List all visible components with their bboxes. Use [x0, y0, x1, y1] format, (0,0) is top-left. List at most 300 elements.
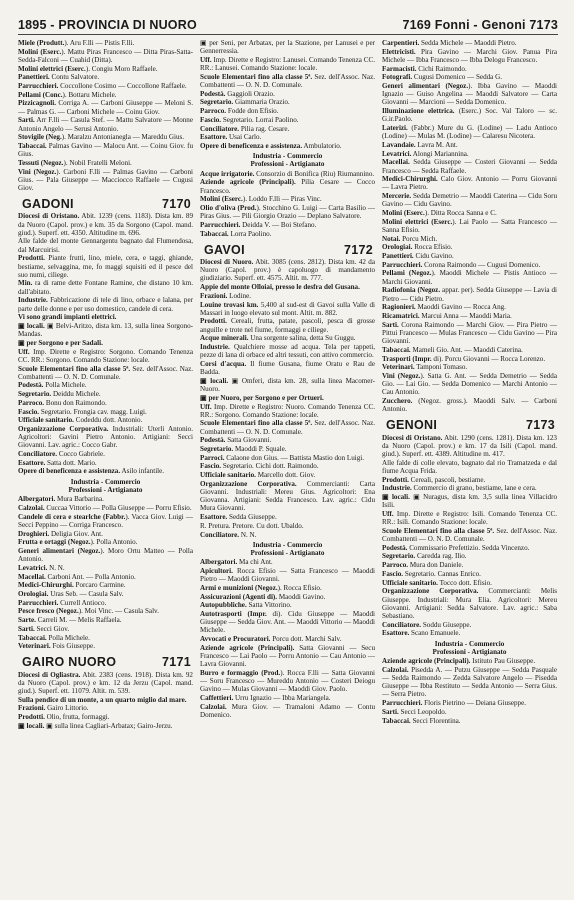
entry-category: Conciliatore. — [382, 620, 422, 629]
directory-entry — [200, 98, 375, 106]
entry-category: Medici-Chirurghi. — [18, 581, 74, 590]
entry-category: Molini (Eserc. — [18, 47, 62, 56]
entry-text: Sez. dell'Assoc. Naz. Combattenti — O. N. D. Comunale. — [382, 526, 557, 544]
entry-category: Diocesi di Nuoro. — [200, 258, 254, 267]
entry-text: Segretario. Cannas Enrico. — [403, 569, 481, 578]
entry-text: ). Maralzu Antonianegla — Mareddu Gius. — [61, 133, 185, 142]
directory-entry — [382, 107, 557, 123]
entry-text: Ambulatorio. — [302, 141, 342, 150]
directory-entry — [18, 564, 193, 572]
entry-category: Medici-Chirurghi. — [382, 175, 438, 184]
entry-text: di). Cidu Giuseppe — Maoddi Giuseppe — Sedda Giov. Ant. — Maoddi Vittorio — Maoddi Michele. — [200, 610, 375, 635]
directory-entry — [382, 303, 557, 311]
entry-text: Segretario. Frongia cav. magg. Luigi. — [39, 407, 147, 416]
entry-category: Acque irrigatorie. — [200, 169, 255, 178]
entry-category: Corsi d'acqua. — [200, 360, 247, 368]
entry-category: Burro e formaggio (Prod. — [200, 669, 281, 677]
entry-text: Sedda Demetrio — Maoddi Caterina — Cidu Soru Gavino — Cidu Gavino. — [382, 192, 557, 209]
directory-entry — [18, 91, 193, 99]
entry-category: Opere di beneficenza e assistenza. — [18, 467, 121, 476]
entry-category: Farmacisti. — [382, 64, 417, 73]
entry-text: Codeddu dott. Antonio. — [73, 416, 143, 425]
entry-category: Pellami (Conc. — [18, 90, 63, 99]
entry-category: ▣ locali. — [18, 721, 45, 730]
directory-entry — [18, 73, 193, 81]
directory-entry — [18, 212, 193, 237]
entry-category: Frazioni. — [200, 291, 228, 300]
directory-entry — [18, 116, 193, 132]
town-heading-gavoi — [204, 242, 373, 257]
directory-entry — [382, 493, 557, 509]
directory-entry — [18, 590, 193, 598]
directory-entry — [18, 348, 193, 364]
entry-text: Una sorgente salina, detta Su Guggu. — [248, 334, 356, 343]
entry-text: ▣ Nuragus, dista km. 3,5 sulla linea Villacidro Isili. — [382, 493, 557, 510]
entry-category: Conciliatore. — [200, 124, 240, 133]
entry-category: Parroco. — [200, 107, 227, 116]
entry-text: Lodine. — [227, 291, 252, 300]
entry-category: Ricamatrici. — [382, 312, 420, 320]
directory-entry — [382, 527, 557, 543]
directory-entry — [382, 124, 557, 140]
entry-text: appar. per). Sedda Giuseppe — Lavia di Pietro — Cidu Pietro. — [382, 286, 557, 303]
entry-category: Esattore. — [18, 458, 46, 467]
entry-category: Podestà. — [200, 436, 226, 445]
directory-entry — [200, 419, 375, 435]
entry-text: Deligia Giov. Ant. — [49, 529, 103, 538]
directory-entry — [18, 339, 193, 347]
town-number: 7171 — [161, 655, 191, 670]
directory-entry — [382, 708, 557, 716]
entry-text: ). Ibba Gavino — Maoddi Ignazio — Guiso Angelina — Maoddi Salvatore — Carta Giovanni — Marcioni — Sedda Domenico. — [382, 82, 557, 107]
entry-text: Il fiume Gusana, fiume Oratu e Rau de Badda. — [200, 360, 375, 377]
directory-entry — [382, 235, 557, 243]
directory-entry — [18, 616, 193, 624]
entry-category: Tabaccai. — [18, 141, 47, 150]
directory-entry — [382, 39, 557, 47]
town-heading-genoni — [386, 418, 555, 433]
entry-category: Aziende agricole (Principali). — [200, 643, 295, 652]
directory-entry — [18, 513, 193, 529]
entry-text: Maoddi Gavino — Rocca Ang. — [415, 303, 506, 312]
directory-entry — [18, 142, 193, 158]
entry-category: Pellami (Negoz. — [382, 269, 432, 278]
entry-category: Molini elettrici (Eserc. — [18, 64, 86, 73]
directory-entry — [18, 530, 193, 538]
directory-entry — [200, 601, 375, 609]
entry-category: Molini elettrici (Eserc. — [382, 217, 453, 226]
entry-text: Rocca Efisio. — [412, 243, 453, 252]
directory-entry — [382, 346, 557, 354]
entry-category: Tessuti (Negoz. — [18, 158, 64, 167]
entry-text: Corona Raimondo — Marchi Giov. — Pira Pietro — Pittui Francesco — Mulas Francesco — Cidu Gavino — Pira Giovanni. — [382, 320, 557, 346]
entry-category: Pizzicagnoli. — [18, 99, 57, 108]
directory-entry — [382, 621, 557, 629]
directory-entry — [382, 629, 557, 637]
directory-entry — [200, 567, 375, 583]
entry-category: Opere di beneficenza e assistenza. — [200, 141, 303, 150]
entry-category: Segretario. — [200, 98, 234, 107]
entry-category: Prodotti. — [18, 254, 45, 263]
section-heading: Industria - Commercio Professioni - Artigianato — [432, 639, 507, 656]
entry-category: Stovigile (Neg. — [18, 133, 62, 142]
entry-category: Frazioni. — [18, 704, 46, 713]
entry-text: (Negoz. gross.). Maoddi Salv. — Carboni Antonio. — [382, 397, 557, 414]
entry-category: Panettieri. — [382, 252, 414, 261]
entry-text: Coccollone Cosimo — Coccollone Raffaele. — [58, 82, 187, 91]
entry-category: Panettieri. — [18, 73, 50, 82]
entry-text: Corriga A. — Carboni Giuseppe — Meloni S. — Palmas G. — Carboni Michele — Coinu Giov. — [18, 99, 193, 116]
entry-category: Sarti. — [382, 320, 399, 329]
directory-entry — [18, 599, 193, 607]
directory-entry — [200, 403, 375, 419]
entry-text: Cuccaa Vittorio — Polla Giuseppe — Porru Efisio. — [44, 503, 192, 512]
entry-category: Droghieri. — [18, 529, 50, 538]
entry-category: Segretario. — [382, 552, 416, 561]
entry-category: Elettricisti. — [382, 47, 416, 56]
entry-text: Cereali, pascoli, bestiame. — [408, 475, 486, 484]
entry-category: Parroco. — [382, 561, 409, 570]
entry-category: Lavandaie. — [382, 140, 416, 149]
directory-entry — [382, 699, 557, 707]
entry-text: Satta dott. Mario. — [45, 458, 97, 467]
entry-category: ▣ locali. — [200, 376, 229, 385]
directory-entry — [200, 170, 375, 178]
directory-entry — [200, 454, 375, 462]
directory-entry — [382, 261, 557, 269]
directory-entry — [200, 635, 375, 643]
directory-entry — [382, 82, 557, 107]
directory-entry — [18, 425, 193, 450]
header-left: 1895 - PROVINCIA DI NUORO — [18, 18, 197, 32]
entry-text: Mameli Gio. Ant. — Maoddi Caterina. — [410, 345, 523, 354]
entry-text: Ma chi Ant. — [237, 558, 273, 567]
column-2 — [200, 39, 375, 899]
directory-entry — [382, 141, 557, 149]
entry-category: Parroci. — [200, 453, 225, 462]
directory-entry — [200, 377, 375, 393]
directory-entry — [18, 65, 193, 73]
directory-entry — [200, 317, 375, 333]
entry-text: Secci Leopoldo. — [398, 707, 447, 716]
directory-entry — [200, 107, 375, 115]
entry-text: Polla Michele. — [43, 381, 87, 390]
entry-text: Contu Salvatore. — [49, 73, 100, 82]
entry-category: Generi alimentari (Negoz. — [382, 82, 469, 91]
directory-entry — [18, 159, 193, 167]
entry-text: Calaone don Gius. — Battista Mastio don Luigi. — [224, 453, 364, 462]
entry-category: Louine trovasi km. — [200, 300, 259, 309]
entry-category: ▣ locali. — [382, 493, 410, 502]
entry-text: Sedda Michele — Maoddi Pietro. — [419, 39, 517, 47]
entry-category: Avvocati e Procuratori. — [200, 635, 271, 644]
entry-category: Calzolai. — [382, 665, 409, 674]
entry-category: Veterinari. — [382, 363, 415, 372]
entry-text: Commercianti: Carta Giovanni. Industriali: Mereu Gius. Agricoltori: Ena Giovanna. Artigiani: Sedda Francesco. Lav. agric.: Cidu Mura Giovanni. — [200, 479, 375, 513]
directory-entry — [200, 90, 375, 98]
directory-entry — [200, 584, 375, 592]
directory-entry — [382, 209, 557, 217]
directory-entry — [382, 717, 557, 725]
entry-category: Calzolai. — [18, 503, 45, 512]
directory-entry — [200, 558, 375, 566]
column-3 — [382, 39, 557, 899]
entry-list — [200, 258, 375, 539]
entry-category: Uff. — [382, 509, 394, 518]
entry-category: Conciliatore. — [18, 450, 58, 459]
entry-text: ). Congiu Moro Raffaele. — [85, 64, 158, 73]
entry-category: Albergatori. — [200, 558, 238, 567]
entry-category: Parroco. — [18, 398, 45, 407]
entry-text: Commissario Prefettizio. Sedda Vincenzo. — [407, 543, 530, 552]
directory-entry — [382, 587, 557, 620]
entry-text: Tocco dott. Efisio. — [437, 578, 492, 587]
directory-entry — [18, 696, 193, 704]
entry-text: Segretario. Lorrai Paolino. — [221, 115, 299, 124]
directory-entry — [18, 322, 193, 338]
entry-category: Aziende agricole (Principali). — [382, 657, 471, 666]
entry-category: Olio d'oliva (Prod. — [200, 204, 257, 213]
directory-entry — [200, 394, 375, 402]
directory-entry — [18, 99, 193, 115]
town-number: 7173 — [525, 418, 555, 433]
entry-category: Tabaccai. — [382, 716, 411, 725]
entry-text: Soddu Giuseppe. — [421, 620, 472, 629]
entry-text: N. N. — [239, 530, 257, 539]
entry-text: Uras Seb. — Casula Salv. — [48, 589, 124, 598]
directory-entry — [382, 243, 557, 251]
directory-entry — [18, 671, 193, 696]
entry-category: Tabaccai. — [18, 633, 47, 642]
entry-text: Porcaro Carmine. — [73, 581, 126, 590]
entry-text: Pisedda A. — Putzu Giuseppe — Sedda Pasquale — Sedda Raimondo — Zedda Salvatore Angelo — Pisedda Giuseppe — Ibba Restituto — Sedda Antonio — Serra Gius. — Serra Pietro. — [382, 665, 557, 699]
column-1 — [18, 39, 193, 899]
directory-entry — [18, 642, 193, 650]
entry-text: ). Loddo F.lli — Piras Vinc. — [242, 195, 322, 204]
entry-text: Satta Giovanni — Secu Francesco — Lai Paolo — Porru Antonio — Cau Antonio — Lavra Giovanni. — [200, 643, 375, 669]
directory-entry — [18, 133, 193, 141]
entry-text: Marcello dott. Giov. — [255, 471, 316, 480]
entry-category: Prodotti. — [200, 317, 227, 326]
directory-entry — [200, 258, 375, 283]
entry-text: Secci Florentina. — [410, 716, 461, 725]
entry-category: Diocesi di Ogliastra. — [18, 670, 81, 679]
directory-entry — [200, 142, 375, 150]
entry-text: Gaggioli Orazio. — [225, 89, 275, 98]
entry-category: Fascio. — [200, 115, 222, 124]
entry-text: Cocco Gabriele. — [57, 450, 105, 459]
town-name: GADONI — [22, 197, 74, 212]
directory-entry — [200, 445, 375, 453]
directory-entry — [382, 218, 557, 234]
entry-text: Mura Giov. — Tramaloni Adamo — Contu Domenico. — [200, 702, 375, 720]
directory-entry — [18, 467, 193, 475]
entry-category: Miele (Produtt. — [18, 39, 65, 47]
directory-entry — [18, 313, 193, 321]
directory-entry — [382, 561, 557, 569]
town-number: 7170 — [161, 197, 191, 212]
entry-text: Imp. Dirette e Registro: Isili. Comando Tenenza CC. RR.: Isili. Comando Stazione: locale. — [382, 509, 557, 527]
entry-category: Parrucchieri. — [382, 260, 423, 269]
directory-entry — [200, 436, 375, 444]
directory-entry — [18, 168, 193, 193]
entry-text: Gairo Littorio. — [45, 704, 89, 713]
entry-list — [382, 434, 557, 638]
entry-category: Calzolai. — [200, 702, 227, 711]
directory-entry — [18, 547, 193, 563]
directory-entry — [382, 48, 557, 64]
directory-entry — [200, 480, 375, 513]
directory-entry — [18, 504, 193, 512]
directory-entry — [200, 178, 375, 194]
entry-text: Sez. dell'Assoc. Naz. Combattenti — O. N. D. Comunale. — [18, 364, 193, 381]
section-heading: Industria - Commercio Professioni - Artigianato — [68, 477, 143, 494]
entry-text: Bonu don Raimondo. — [44, 398, 107, 407]
entry-text: Fabbricazione di tele di lino, orbace e lalana, per parte delle donne e per uso domestico, candele di cera. — [18, 296, 193, 313]
entry-text: Lorra Paolino. — [228, 229, 272, 238]
entry-text: ). Rocca F.lli — Satta Giovanni — Soru Francesco — Mureddu Antonio — Costeri Deiogu Gavino — Mulas Giovanni — Maoddi Giov. Paolo. — [200, 669, 375, 694]
entry-text: Sedda Giuseppe. — [227, 513, 277, 522]
directory-entry — [200, 644, 375, 669]
entry-text: Qualchiere mosse ad acqua. Tela per tappeti, pezze di lana di orbace ed altri tessuti, con attivo commercio. — [200, 343, 375, 360]
header-right: 7169 Fonni - Genoni 7173 — [402, 18, 558, 32]
entry-category: Tabaccai. — [200, 229, 229, 238]
entry-text: Abit. 2383 (cens. 1918). Dista km. 92 da Nuoro (Capol. prov.) e km. 12 da Jerzu (Capol. mand. giud.). Superf. ett. 11079. Altit. m. 539. — [18, 670, 193, 696]
entry-text: Giammaria Orazio. — [233, 98, 290, 107]
entry-text: Deidda V. — Boi Stefano. — [240, 220, 317, 229]
directory-entry — [382, 312, 557, 320]
directory-entry — [200, 292, 375, 300]
directory-entry — [382, 192, 557, 208]
entry-category: Generi alimentari (Negoz. — [18, 546, 101, 555]
directory-entry — [18, 450, 193, 458]
entry-text: Alongi Mariannina. — [411, 149, 469, 158]
entry-category: Aziende agricole (Principali). — [200, 178, 296, 187]
entry-text: Pilia rag. Cesare. — [239, 124, 290, 133]
town-name: GAVOI — [204, 242, 245, 257]
entry-list — [200, 170, 375, 238]
directory-entry — [18, 390, 193, 398]
directory-entry — [382, 269, 557, 285]
directory-entry — [18, 713, 193, 721]
directory-entry — [382, 544, 557, 552]
section-heading: Industria - Commercio Professioni - Artigianato — [250, 152, 325, 169]
entry-text: Abit. 1239 (cens. 1183). Dista km. 89 da Nuoro (Capol. prov.) e km. 35 da Sorgono (Capol. mand. giud.). Superf. ett. 4350. Altitudine m. 696. — [18, 212, 193, 237]
directory-entry — [382, 372, 557, 397]
entry-text: Satta Vittorino. — [246, 601, 292, 610]
entry-text: Commercianti: Melis Giuseppe. Industriali: Mura Elia. Agricoltori: Mereu Giovanni. Artigiani: Sedda Salvatore. Lav. agric.: Saba Sebastiano. — [382, 587, 557, 620]
entry-text: Industriali: Uterli Antonio. Agricoltori: Gavini Pietro Antonio. Artigiani: Secci Giovanni. Lav. agric.: Cocco Gabr. — [18, 424, 193, 450]
directory-entry — [18, 408, 193, 416]
entry-category: Candele di cera e stearlche (Fabbr. — [18, 512, 126, 521]
directory-entry — [18, 704, 193, 712]
entry-category: Vi sono grandi impianti elettrici. — [18, 313, 117, 322]
entry-text: Polla Michele. — [46, 633, 90, 642]
entry-text: Asilo infantile. — [120, 467, 165, 476]
entry-category: Macellai. — [18, 572, 46, 581]
entry-category: ▣ locali. — [18, 322, 45, 330]
entry-text: Secci Giov. — [34, 624, 70, 633]
entry-category: Organizzazione Corporativa. — [200, 479, 297, 488]
entry-category: Diocesi di Oristano. — [18, 212, 80, 221]
directory-entry — [200, 221, 375, 229]
directory-entry — [200, 703, 375, 719]
entry-text: Cidu Gavino. — [413, 252, 454, 261]
town-heading-gairo — [22, 655, 191, 670]
entry-category: Conciliatore. — [200, 530, 240, 539]
entry-category: Levatrici. — [18, 563, 48, 572]
entry-text: ). Maoddi Michele — Pistis Antioco — Marchi Giovanni. — [382, 269, 557, 286]
directory-entry — [200, 56, 375, 72]
entry-list — [200, 558, 375, 719]
entry-category: Organizzazione Corporativa. — [18, 424, 109, 433]
directory-entry — [382, 476, 557, 484]
entry-text: Sez. dell'Assoc. Naz. Combattenti — O. N. D. Comunale. — [200, 72, 375, 90]
directory-entry — [382, 657, 557, 665]
entry-text: Imp. Dirette e Registro: Nuoro. Comando Tenenza CC. RR.: Sorgono. Comando Stazione: locale. — [200, 402, 375, 419]
entry-category: Molini (Eserc. — [200, 195, 243, 204]
entry-category: Appie del monte Olloiai, presso le desfra del Gusana. — [200, 283, 360, 292]
directory-entry — [200, 462, 375, 470]
entry-text: Segretario. Cichi dott. Raimondo. — [221, 462, 319, 471]
entry-category: Scuole Elementari fino alla classe 5ª. — [18, 364, 131, 373]
directory-entry — [200, 360, 375, 376]
entry-text: Pira Gavino — Marchi Giov. Panua Pira Michele — Ibba Francesco — Ibba Delogu Francesco. — [382, 47, 557, 64]
entry-category: Mercerie. — [382, 192, 412, 201]
entry-category: Sarte. — [18, 616, 36, 625]
entry-text: Satta Giovanni. — [225, 436, 272, 445]
directory-entry — [200, 230, 375, 238]
entry-list — [18, 39, 193, 192]
directory-entry — [18, 722, 193, 730]
entry-category: Orologiai. — [382, 243, 413, 252]
directory-entry — [382, 65, 557, 73]
entry-list — [18, 671, 193, 730]
directory-entry — [18, 48, 193, 64]
entry-category: Fascio. — [18, 407, 40, 416]
entry-category: Prodotti. — [382, 475, 409, 484]
entry-category: Esattore. — [200, 513, 228, 522]
entry-category: Uff. — [200, 402, 212, 411]
entry-text: ▣ Belvi-Aritzo, dista km. 13, sulla linea Sorgono-Mandas. — [18, 322, 193, 339]
entry-category: Fascio. — [200, 462, 222, 471]
entry-category: Zucchero. — [382, 397, 413, 406]
directory-entry — [200, 610, 375, 635]
entry-text: ). Polla Antonio. — [90, 538, 138, 547]
directory-entry — [382, 158, 557, 174]
entry-text: ). Vacca Giov. Luigi — Secci Peppino — Corriga Francesco. — [18, 512, 193, 529]
entry-category: Vini (Negoz. — [382, 371, 421, 380]
entry-category: Prodotti. — [18, 713, 45, 722]
entry-category: Ufficiale sanitario. — [18, 416, 74, 425]
entry-text: ra di rame dette Fontane Ramine, che distano 10 km. dall'abitato. — [18, 279, 193, 296]
entry-category: Sarti. — [382, 707, 399, 716]
entry-category: Tabaccai. — [382, 345, 411, 354]
entry-list — [200, 39, 375, 150]
entry-list — [382, 39, 557, 413]
directory-entry — [18, 365, 193, 381]
entry-category: Scuole Elementari fino alla classe 5ª. — [382, 526, 495, 535]
entry-text: Caredda rag. Ilio. — [415, 552, 467, 561]
entry-text: Fois Giuseppe. — [50, 642, 95, 651]
directory-entry — [18, 634, 193, 642]
entry-category: Levatrici. — [382, 149, 412, 158]
directory-entry: Alle falde del monte Gennargentu bagnato dal Flumendosa, dal Marcuirisi. — [18, 237, 193, 254]
entry-category: Autopubbliche. — [200, 601, 247, 610]
entry-category: Parrucchieri. — [18, 598, 59, 607]
entry-text: ). Rocca Efisio. — [277, 583, 322, 592]
entry-text: Maoddi P. Squale. — [233, 445, 287, 454]
